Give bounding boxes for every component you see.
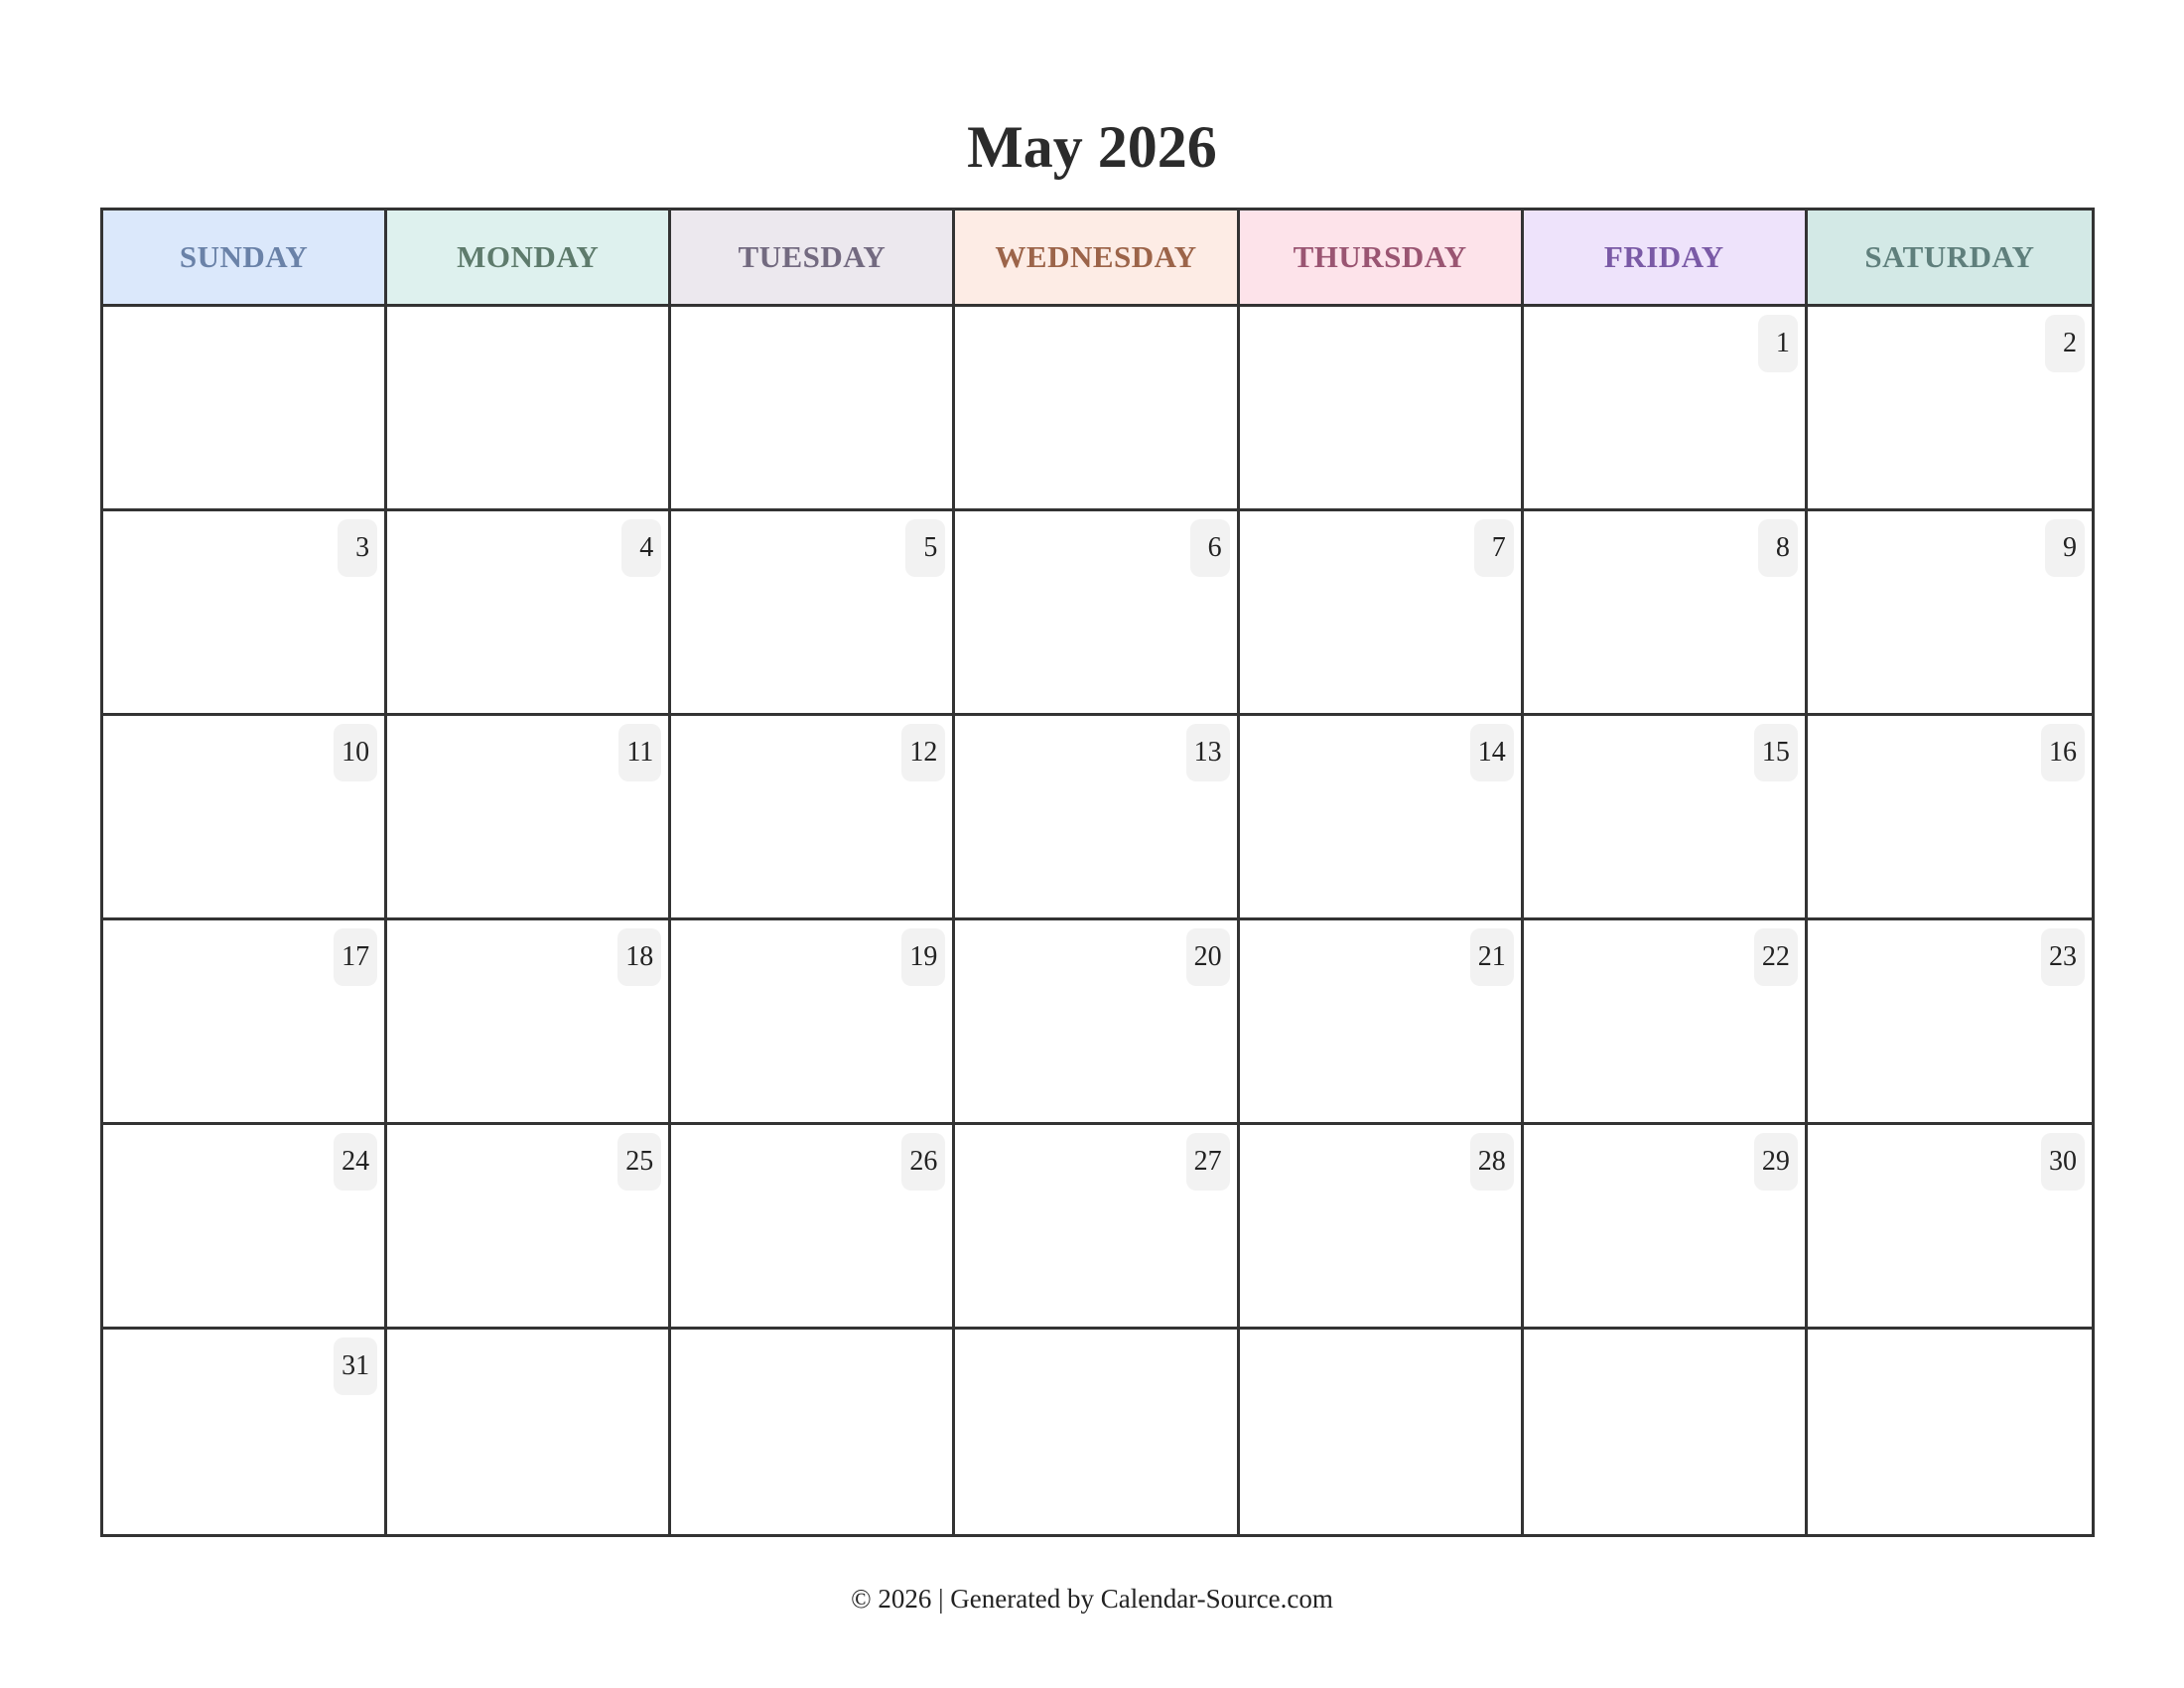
weekday-header-sunday: SUNDAY (103, 211, 387, 307)
day-number: 25 (617, 1133, 661, 1191)
weekday-header-monday: MONDAY (387, 211, 671, 307)
day-cell (955, 511, 1239, 716)
day-cell (955, 920, 1239, 1125)
day-cell (1240, 1125, 1524, 1330)
weekday-header-tuesday: TUESDAY (671, 211, 955, 307)
day-number: 13 (1186, 724, 1230, 781)
day-cell (1808, 307, 2092, 511)
weekday-header-saturday: SATURDAY (1808, 211, 2092, 307)
day-cell (671, 1125, 955, 1330)
day-number: 2 (2045, 315, 2085, 372)
day-number: 4 (621, 519, 661, 577)
day-cell (387, 307, 671, 511)
day-number: 3 (338, 519, 377, 577)
day-number: 10 (334, 724, 377, 781)
day-cell (955, 1125, 1239, 1330)
day-number: 22 (1754, 928, 1798, 986)
calendar-title: May 2026 (967, 114, 1217, 180)
day-cell (671, 1330, 955, 1534)
weekday-header-thursday: THURSDAY (1240, 211, 1524, 307)
weekday-header-friday: FRIDAY (1524, 211, 1808, 307)
day-cell (1240, 511, 1524, 716)
day-cell (387, 920, 671, 1125)
day-cell (1524, 1125, 1808, 1330)
day-cell (1240, 920, 1524, 1125)
day-cell (1240, 307, 1524, 511)
day-cell (671, 511, 955, 716)
day-cell (1808, 920, 2092, 1125)
day-cell (103, 511, 387, 716)
day-number: 17 (334, 928, 377, 986)
day-cell (1808, 1125, 2092, 1330)
day-number: 29 (1754, 1133, 1798, 1191)
day-cell (387, 1330, 671, 1534)
weekday-header-wednesday: WEDNESDAY (955, 211, 1239, 307)
day-number: 9 (2045, 519, 2085, 577)
day-cell (1240, 716, 1524, 920)
day-cell (955, 716, 1239, 920)
footer-credit: © 2026 | Generated by Calendar-Source.com (851, 1584, 1333, 1614)
day-cell (387, 511, 671, 716)
day-number: 30 (2041, 1133, 2085, 1191)
day-cell (1524, 1330, 1808, 1534)
day-number: 1 (1758, 315, 1798, 372)
day-number: 31 (334, 1337, 377, 1395)
day-number: 12 (901, 724, 945, 781)
day-number: 23 (2041, 928, 2085, 986)
day-cell (955, 307, 1239, 511)
day-cell (671, 716, 955, 920)
day-cell (387, 716, 671, 920)
day-cell (1808, 1330, 2092, 1534)
day-number: 19 (901, 928, 945, 986)
day-number: 7 (1474, 519, 1514, 577)
day-number: 5 (905, 519, 945, 577)
day-cell (103, 1125, 387, 1330)
day-cell (103, 1330, 387, 1534)
day-number: 8 (1758, 519, 1798, 577)
day-number: 28 (1470, 1133, 1514, 1191)
day-cell (387, 1125, 671, 1330)
day-cell (1524, 511, 1808, 716)
day-cell (103, 920, 387, 1125)
day-cell (103, 307, 387, 511)
day-number: 6 (1190, 519, 1230, 577)
day-number: 27 (1186, 1133, 1230, 1191)
day-cell (1524, 307, 1808, 511)
day-number: 11 (618, 724, 661, 781)
day-cell (1524, 716, 1808, 920)
day-number: 15 (1754, 724, 1798, 781)
day-cell (671, 920, 955, 1125)
day-cell (1240, 1330, 1524, 1534)
calendar-grid (100, 208, 2095, 1537)
day-number: 21 (1470, 928, 1514, 986)
day-cell (1524, 920, 1808, 1125)
day-cell (103, 716, 387, 920)
day-number: 14 (1470, 724, 1514, 781)
day-number: 26 (901, 1133, 945, 1191)
day-cell (1808, 716, 2092, 920)
day-cell (955, 1330, 1239, 1534)
day-cell (1808, 511, 2092, 716)
day-number: 16 (2041, 724, 2085, 781)
day-cell (671, 307, 955, 511)
day-number: 24 (334, 1133, 377, 1191)
day-number: 18 (617, 928, 661, 986)
day-number: 20 (1186, 928, 1230, 986)
